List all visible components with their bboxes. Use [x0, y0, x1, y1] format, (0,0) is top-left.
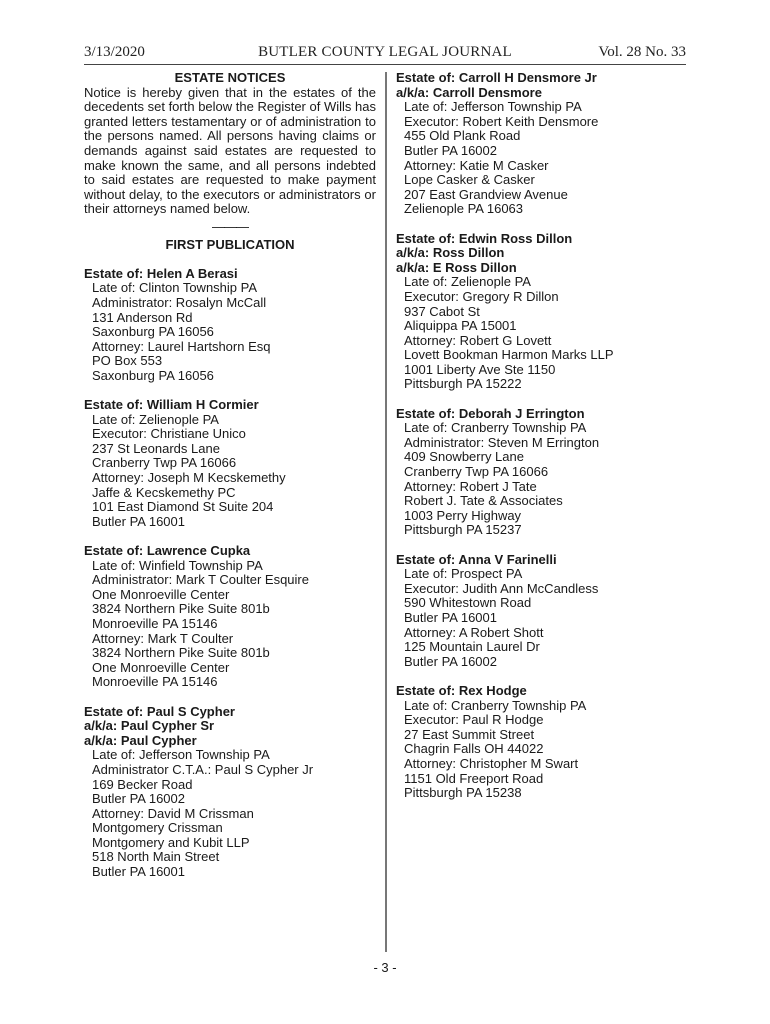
estate-detail-line: Late of: Jefferson Township PA: [404, 99, 582, 115]
estate-aka: a/k/a: Ross Dillon: [396, 245, 505, 261]
estate-detail-line: Administrator: Rosalyn McCall: [92, 294, 267, 310]
estate-aka: a/k/a: Paul Cypher: [84, 732, 197, 748]
estate-title: Estate of: Rex Hodge: [396, 682, 527, 698]
estate-detail-line: 207 East Grandview Avenue: [404, 186, 568, 202]
estate-detail-line: Butler PA 16002: [404, 653, 497, 669]
estate-detail-line: Zelienople PA 16063: [404, 201, 524, 217]
estate-detail-line: 455 Old Plank Road: [404, 128, 521, 144]
estate-detail-line: Cranberry Twp PA 16066: [404, 464, 549, 480]
section-heading: ESTATE NOTICES: [174, 70, 286, 85]
estate-detail-line: Lovett Bookman Harmon Marks LLP: [404, 347, 614, 363]
estate-detail-line: 101 East Diamond St Suite 204: [92, 499, 274, 515]
estate-detail-line: Executor: Robert Keith Densmore: [404, 113, 599, 129]
estate-detail-line: Cranberry Twp PA 16066: [92, 455, 237, 471]
estate-detail-line: Attorney: Laurel Hartshorn Esq: [92, 338, 271, 354]
page-number: - 3 -: [373, 960, 397, 975]
estate-detail-line: One Monroeville Center: [92, 586, 230, 602]
left-column: [84, 71, 376, 894]
estate-detail-line: 237 St Leonards Lane: [92, 440, 220, 456]
estate-detail-line: Attorney: A Robert Shott: [404, 624, 544, 640]
estate-detail-line: Pittsburgh PA 15237: [404, 522, 522, 538]
estate-detail-line: Attorney: Katie M Casker: [404, 157, 549, 173]
estate-aka: a/k/a: E Ross Dillon: [396, 259, 517, 275]
estate-detail-line: Late of: Zelienople PA: [92, 411, 219, 427]
estate-detail-line: Jaffe & Kecskemethy PC: [92, 484, 236, 500]
estate-detail-line: 518 North Main Street: [92, 849, 220, 865]
estate-detail-line: Lope Casker & Casker: [404, 172, 535, 188]
estate-detail-line: Executor: Judith Ann McCandless: [404, 580, 599, 596]
publication-title: BUTLER COUNTY LEGAL JOURNAL: [258, 44, 512, 60]
estate-detail-line: Executor: Christiane Unico: [92, 426, 246, 442]
estate-detail-line: 125 Mountain Laurel Dr: [404, 639, 540, 655]
estate-detail-line: Butler PA 16001: [92, 864, 185, 880]
estate-detail-line: Butler PA 16002: [404, 142, 497, 158]
estate-detail-line: Late of: Winfield Township PA: [92, 557, 263, 573]
estate-detail-line: Administrator C.T.A.: Paul S Cypher Jr: [92, 761, 314, 777]
estate-detail-line: 590 Whitestown Road: [404, 595, 532, 611]
estate-detail-line: Attorney: Christopher M Swart: [404, 755, 579, 771]
estate-detail-line: One Monroeville Center: [92, 659, 230, 675]
separator: ———: [212, 218, 248, 234]
estate-detail-line: Butler PA 16002: [92, 791, 185, 807]
issue-date: 3/13/2020: [84, 44, 145, 60]
estate-detail-line: Monroeville PA 15146: [92, 615, 218, 631]
estate-detail-line: Pittsburgh PA 15222: [404, 376, 522, 392]
estate-title: Estate of: Helen A Berasi: [84, 265, 238, 281]
estate-title: Estate of: Anna V Farinelli: [396, 551, 557, 567]
estate-detail-line: Butler PA 16001: [404, 609, 497, 625]
estate-detail-line: Monroeville PA 15146: [92, 674, 218, 690]
estate-detail-line: Attorney: Mark T Coulter: [92, 630, 234, 646]
estate-notice: [84, 398, 376, 529]
estate-detail-line: Butler PA 16001: [92, 513, 185, 529]
estate-detail-line: 1003 Perry Highway: [404, 507, 522, 523]
estate-detail-line: Pittsburgh PA 15238: [404, 785, 522, 801]
estate-detail-line: 937 Cabot St: [404, 303, 480, 319]
estate-detail-line: Administrator: Mark T Coulter Esquire: [92, 572, 309, 588]
estate-aka: a/k/a: Paul Cypher Sr: [84, 718, 215, 734]
estate-detail-line: Attorney: David M Crissman: [92, 805, 254, 821]
estate-detail-line: Administrator: Steven M Errington: [404, 434, 600, 450]
estate-notice: [396, 553, 686, 670]
estate-detail-line: Montgomery Crissman: [92, 820, 223, 836]
estate-detail-line: Robert J. Tate & Associates: [404, 493, 563, 509]
estate-detail-line: Late of: Prospect PA: [404, 566, 523, 582]
estate-notice: [396, 684, 686, 801]
estate-detail-line: Late of: Zelienople PA: [404, 274, 531, 290]
estate-notice: [84, 267, 376, 384]
estate-detail-line: Late of: Cranberry Township PA: [404, 420, 587, 436]
estate-detail-line: Attorney: Robert J Tate: [404, 478, 537, 494]
estate-title: Estate of: Lawrence Cupka: [84, 543, 251, 558]
estate-detail-line: Chagrin Falls OH 44022: [404, 741, 544, 757]
page-header: [84, 44, 686, 64]
estate-detail-line: Saxonburg PA 16056: [92, 367, 214, 383]
estate-detail-line: 27 East Summit Street: [404, 726, 535, 742]
publication-heading: FIRST PUBLICATION: [165, 236, 295, 252]
left-estate-list: [84, 267, 376, 880]
estate-detail-line: 409 Snowberry Lane: [404, 449, 524, 465]
estate-detail-line: Aliquippa PA 15001: [404, 318, 517, 334]
column-divider: [385, 72, 387, 952]
estate-detail-line: Saxonburg PA 16056: [92, 324, 214, 340]
estate-notice: [396, 407, 686, 538]
estate-detail-line: 3824 Northern Pike Suite 801b: [92, 601, 270, 617]
volume-number: Vol. 28 No. 33: [598, 44, 686, 60]
estate-detail-line: Executor: Gregory R Dillon: [404, 288, 559, 304]
estate-detail-line: Attorney: Robert G Lovett: [404, 332, 552, 348]
estate-notice: [396, 232, 686, 393]
estate-detail-line: 169 Becker Road: [92, 776, 193, 792]
estate-notice: [396, 71, 686, 217]
estate-notice: [84, 705, 376, 880]
estate-title: Estate of: Edwin Ross Dillon: [396, 230, 573, 246]
estate-detail-line: Late of: Clinton Township PA: [92, 280, 258, 296]
estate-detail-line: Late of: Cranberry Township PA: [404, 697, 587, 713]
estate-detail-line: Executor: Paul R Hodge: [404, 712, 544, 728]
estate-title: Estate of: William H Cormier: [84, 397, 259, 413]
estate-detail-line: Montgomery and Kubit LLP: [92, 834, 250, 850]
notice-paragraph: Notice is hereby given that in the estates of the decedents set forth below the Register of Wills has granted letters testamentary or of administration to the persons named. All persons having claims or demands against said estates are requested to make known the same, and all persons indebted to said estates are requested to make payment without delay, to the executors or administrators or their attorneys named below.: [84, 84, 376, 217]
estate-detail-line: Attorney: Joseph M Kecskemethy: [92, 470, 286, 486]
estate-detail-line: Late of: Jefferson Township PA: [92, 747, 270, 763]
estate-detail-line: 3824 Northern Pike Suite 801b: [92, 645, 270, 661]
estate-title: Estate of: Deborah J Errington: [396, 405, 585, 421]
estate-detail-line: 131 Anderson Rd: [92, 309, 193, 325]
estate-detail-line: 1151 Old Freeport Road: [404, 770, 544, 786]
estate-detail-line: 1001 Liberty Ave Ste 1150: [404, 361, 556, 377]
estate-notice: [84, 544, 376, 690]
estate-title: Estate of: Carroll H Densmore Jr: [396, 70, 597, 85]
estate-aka: a/k/a: Carroll Densmore: [396, 84, 542, 100]
estate-detail-line: PO Box 553: [92, 353, 163, 369]
right-estate-list: [396, 71, 686, 801]
estate-title: Estate of: Paul S Cypher: [84, 703, 235, 719]
header-rule: [84, 64, 686, 65]
right-column: [396, 71, 686, 815]
